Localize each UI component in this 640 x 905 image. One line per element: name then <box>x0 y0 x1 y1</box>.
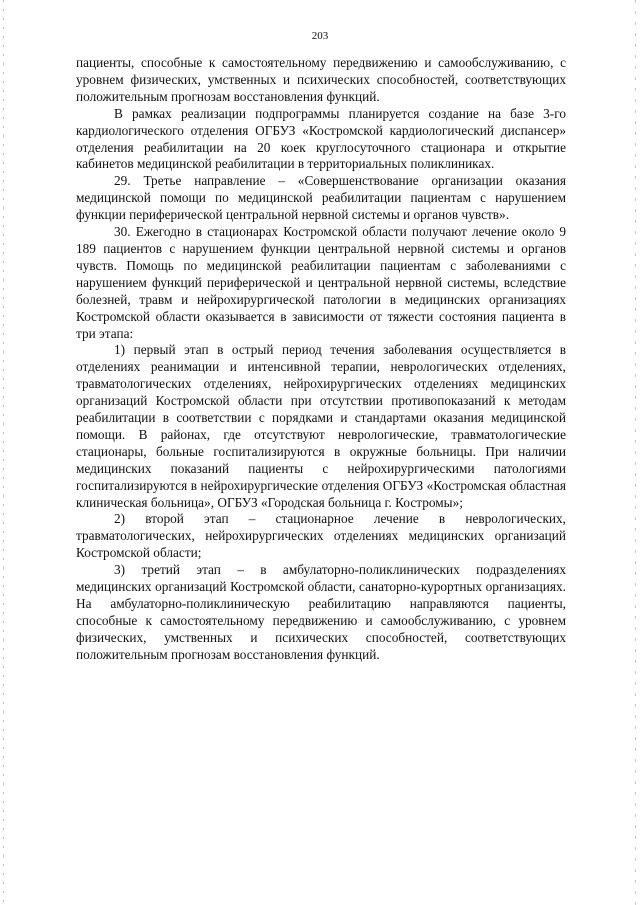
page-number: 203 <box>311 30 329 42</box>
scan-edge-left <box>3 0 4 905</box>
scan-edge-right <box>635 0 636 905</box>
paragraph-stage-3: 3) третий этап – в амбулаторно-поликлинических подразделениях медицинских организаций Костромской области, санаторно-курортных организациях. На амбулаторно-поликлиническую реабилитацию направляются пациенты, способные к самостоятельному передвижению и самообслуживанию, с уровнем физических, умственных и психических способностей, соответствующих положительным прогнозам восстановления функций. <box>76 562 566 662</box>
paragraph-section-30: 30. Ежегодно в стационарах Костромской области получают лечение около 9 189 пациентов с нарушением функции центральной нервной системы и органов чувств. Помощь по медицинской реабилитации пациентам с заболеваниями с нарушением функций периферической и центральной нервной системы, вследствие болезней, травм и нейрохирургической патологии в медицинских организациях Костромской области оказывается в зависимости от тяжести состояния пациента в три этапа: <box>76 224 566 341</box>
paragraph-subprogram-plan: В рамках реализации подпрограммы планируется создание на базе 3-го кардиологического отделения ОГБУЗ «Костромской кардиологический диспансер» отделения реабилитации на 20 коек круглосуточного стационара и открытие кабинетов медицинской реабилитации в территориальных поликлиниках. <box>76 105 566 172</box>
paragraph-continuation: пациенты, способные к самостоятельному передвижению и самообслуживанию, с уровнем физических, умственных и психических способностей, соответствующих положительным прогнозам восстановления функций. <box>76 55 566 104</box>
paragraph-stage-2: 2) второй этап – стационарное лечение в неврологических, травматологических, нейрохирургических отделениях медицинских организаций Костромской области; <box>76 511 566 561</box>
paragraph-section-29: 29. Третье направление – «Совершенствование организации оказания медицинской помощи по медицинской реабилитации пациентам с нарушением функции периферической центральной нервной системы и органов чувств». <box>76 173 566 223</box>
paragraph-stage-1: 1) первый этап в острый период течения заболевания осуществляется в отделениях реанимации и интенсивной терапии, неврологических отделениях, травматологических отделениях, нейрохирургических отделениях медицинских организаций Костромской области при отсутствии противопоказаний к методам реабилитации в соответствии с порядками и стандартами оказания медицинской помощи. В районах, где отсутствуют неврологические, травматологические стационары, больные госпитализируются в окружные больницы. При наличии медицинских показаний пациенты с нейрохирургическими патологиями госпитализируются в нейрохирургические отделения ОГБУЗ «Костромская областная клиническая больница», ОГБУЗ «Городская больница г. Костромы»; <box>76 342 566 510</box>
document-body <box>76 55 566 664</box>
